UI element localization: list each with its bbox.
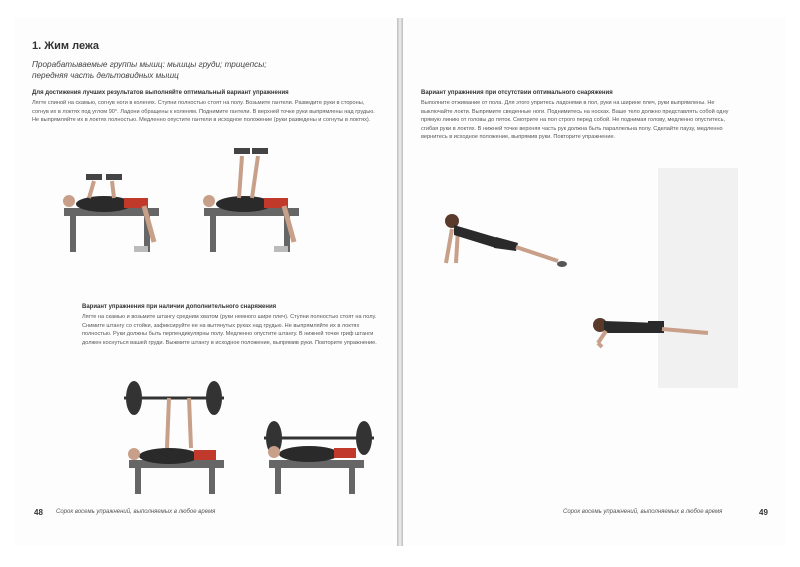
footer-left: Сорок восемь упражнений, выполняемых в любое время bbox=[56, 509, 216, 515]
variant-heading-no-equipment: Вариант упражнения при отсутствии оптимального снаряжения bbox=[421, 90, 613, 96]
page-number-left: 48 bbox=[34, 508, 43, 517]
push-up-low-figure bbox=[588, 313, 718, 353]
muscle-groups-line-1: Прорабатываемые группы мышц: мышцы груди; трицепсы; bbox=[32, 60, 267, 69]
left-page bbox=[14, 18, 398, 546]
push-up-figure bbox=[438, 203, 578, 283]
exercise-title: 1. Жим лежа bbox=[32, 40, 99, 52]
variant-text-no-equipment: Выполните отжимание от пола. Для этого упритесь ладонями в пол, руки на ширине плеч, руки выпрямлены. Не выключайте локти. Выпрямите сведенные ноги. Поднимитесь на носках. Ваше тело должно представлять собой одну прямую линию от головы до пяток. Смотрите на пол строго перед собой. Не поднимая голову, медленно опуститесь, сгибая руки в локтях. В нижней точке верхняя часть рук должна быть параллельна полу. Сделайте паузу, медленно вернитесь в исходное положение, выпрямив руки. Повторите упражнение. bbox=[421, 100, 729, 141]
variant-text-equipment: Лягте на скамью и возьмите штангу средним хватом (руки немного шире плеч). Ступни полностью стоят на полу. Снимите штангу со стойки, зафиксируйте ее на вытянутых руках над грудью. Не выпрямляйте их в локтях полностью. Руки должны быть перпендикулярны полу. Медленно опустите штангу. В нижней точке гриф штанги должен коснуться вашей груди. Выжмите штангу в исходное положение, выпрямив руки. Повторите упражнение. bbox=[82, 314, 377, 346]
variant-heading-equipment: Вариант упражнения при наличии дополнительного снаряжения bbox=[82, 304, 277, 310]
barbell-press-figure bbox=[109, 378, 379, 498]
dumbbell-press-figure bbox=[54, 146, 354, 256]
figure-low bbox=[63, 174, 159, 252]
footer-right: Сорок восемь упражнений, выполняемых в любое время bbox=[563, 509, 723, 515]
muscle-groups-line-2: передняя часть дельтовидных мышц bbox=[32, 71, 179, 80]
show-through-shadow bbox=[658, 168, 738, 388]
page-number-right: 49 bbox=[759, 508, 768, 517]
barbell-high bbox=[124, 381, 224, 494]
intro-heading: Для достижения лучших результатов выполняйте оптимальный вариант упражнения bbox=[32, 90, 289, 96]
intro-text: Лягте спиной на скамью, согнув ноги в коленях. Ступни полностью стоят на полу. Возьмите гантели. Разведите руки в стороны, согнув их в локтях под углом 90°. Ладони обращены к коленям. Поднимите гантели. В верхней точке руки выпрямлены над грудью. Не выпрямляйте их в локтях полностью. Медленно опустите гантели в исходное положение (руки разведены и согнуты в локтях). bbox=[32, 100, 375, 124]
right-page bbox=[403, 18, 786, 546]
barbell-low bbox=[264, 421, 374, 494]
figure-high bbox=[203, 148, 299, 252]
